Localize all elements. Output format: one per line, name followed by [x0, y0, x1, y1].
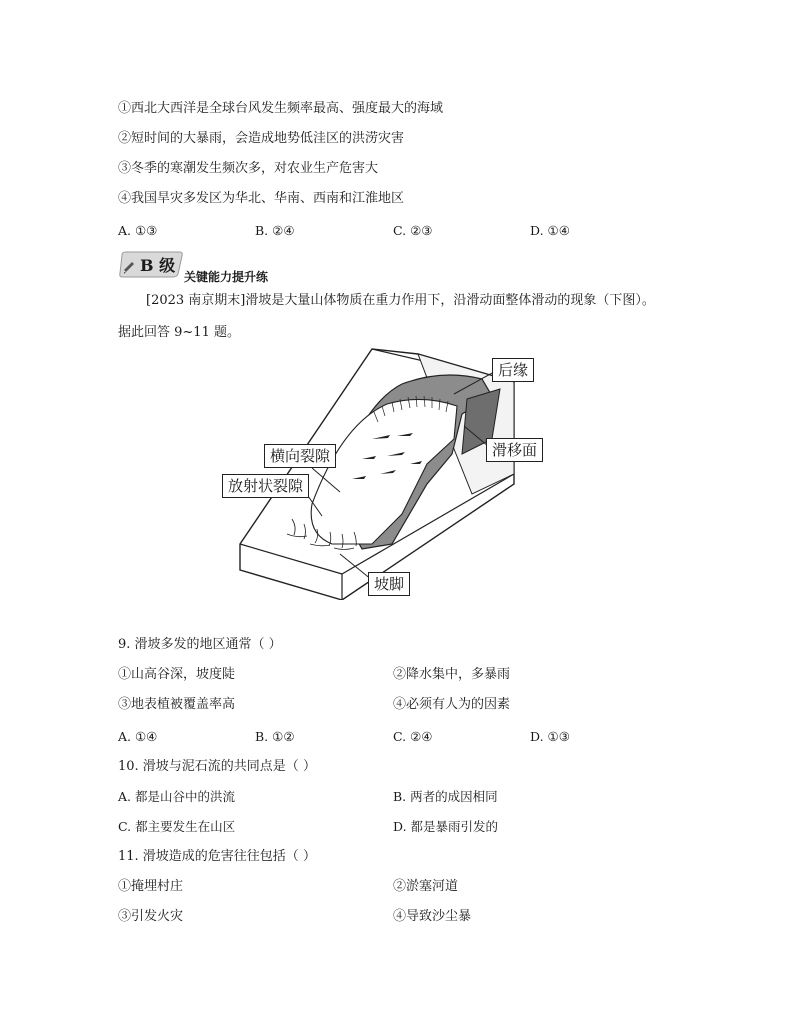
q10-stem: 10. 滑坡与泥石流的共同点是（ ）: [118, 759, 316, 774]
q10-option-d: D. 都是暴雨引发的: [393, 819, 499, 834]
q11-statement-3: ③引发火灾: [118, 909, 184, 924]
statement-3: ③冬季的寒潮发生频次多，对农业生产危害大: [118, 161, 379, 176]
label-toe: 坡脚: [368, 572, 410, 596]
q9-statement-3: ③地表植被覆盖率高: [118, 697, 236, 712]
section-title: 关键能力提升练: [184, 270, 269, 284]
q11-statement-4: ④导致沙尘暴: [393, 909, 472, 924]
section-badge: [118, 250, 184, 278]
q9-option-c: C. ②④: [393, 729, 433, 744]
option-d: D. ①④: [530, 223, 570, 238]
q9-option-a: A. ①④: [118, 729, 158, 744]
q9-option-b: B. ①②: [255, 729, 295, 744]
label-transverse-cracks: 横向裂隙: [264, 444, 336, 468]
intro-line-1: [2023 南京期末]滑坡是大量山体物质在重力作用下，沿滑动面整体滑动的现象（下图）。: [146, 293, 655, 308]
label-rear-edge: 后缘: [492, 358, 534, 382]
q10-option-b: B. 两者的成因相同: [393, 789, 498, 804]
statement-2: ②短时间的大暴雨，会造成地势低洼区的洪涝灾害: [118, 131, 405, 146]
badge-label: B 级: [140, 256, 176, 275]
q10-option-a: A. 都是山谷中的洪流: [118, 789, 235, 804]
intro-line-2: 据此回答 9~11 题。: [118, 325, 240, 340]
q10-option-c: C. 都主要发生在山区: [118, 819, 236, 834]
option-c: C. ②③: [393, 223, 433, 238]
q11-statement-2: ②淤塞河道: [393, 879, 459, 894]
q9-statement-2: ②降水集中，多暴雨: [393, 667, 511, 682]
landslide-diagram: [222, 344, 552, 600]
label-slip-surface: 滑移面: [486, 438, 543, 462]
q9-stem: 9. 滑坡多发的地区通常（ ）: [118, 637, 282, 652]
statement-4: ④我国旱灾多发区为华北、华南、西南和江淮地区: [118, 191, 405, 206]
q9-statement-1: ①山高谷深，坡度陡: [118, 667, 236, 682]
q11-stem: 11. 滑坡造成的危害往往包括（ ）: [118, 849, 316, 864]
q11-statement-1: ①掩埋村庄: [118, 879, 184, 894]
label-radial-cracks: 放射状裂隙: [222, 474, 309, 498]
option-b: B. ②④: [255, 223, 295, 238]
q9-option-d: D. ①③: [530, 729, 570, 744]
statement-1: ①西北大西洋是全球台风发生频率最高、强度最大的海域: [118, 101, 444, 116]
q9-statement-4: ④必须有人为的因素: [393, 697, 511, 712]
option-a: A. ①③: [118, 223, 158, 238]
